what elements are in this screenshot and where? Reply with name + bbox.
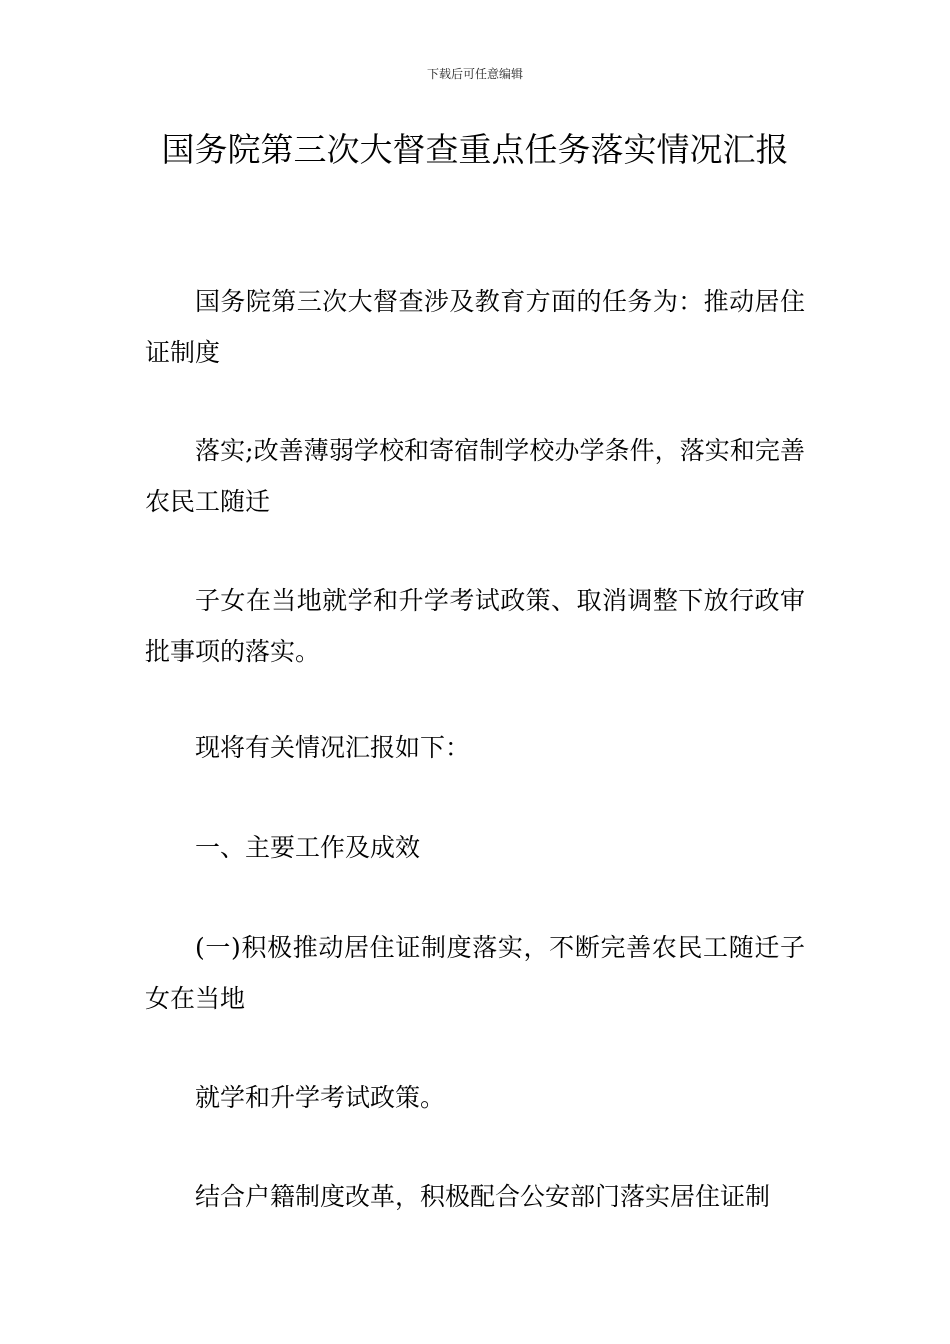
paragraph: 结合户籍制度改革，积极配合公安部门落实居住证制: [195, 1182, 771, 1211]
section-heading: 一、主要工作及成效: [195, 833, 421, 862]
paragraph: 国务院第三次大督查涉及教育方面的任务为：推动居住证制度: [145, 287, 805, 367]
subsection-heading: (一)积极推动居住证制度落实，不断完善农民工随迁子女在当地: [145, 933, 805, 1013]
document-title: 国务院第三次大督查重点任务落实情况汇报: [161, 130, 789, 169]
paragraph: 落实;改善薄弱学校和寄宿制学校办学条件，落实和完善农民工随迁: [145, 436, 805, 516]
paragraph: 现将有关情况汇报如下：: [195, 733, 471, 762]
paragraph: 子女在当地就学和升学考试政策、取消调整下放行政审批事项的落实。: [145, 586, 805, 666]
paragraph: 就学和升学考试政策。: [195, 1083, 446, 1112]
header-note: 下载后可任意编辑: [426, 67, 523, 81]
